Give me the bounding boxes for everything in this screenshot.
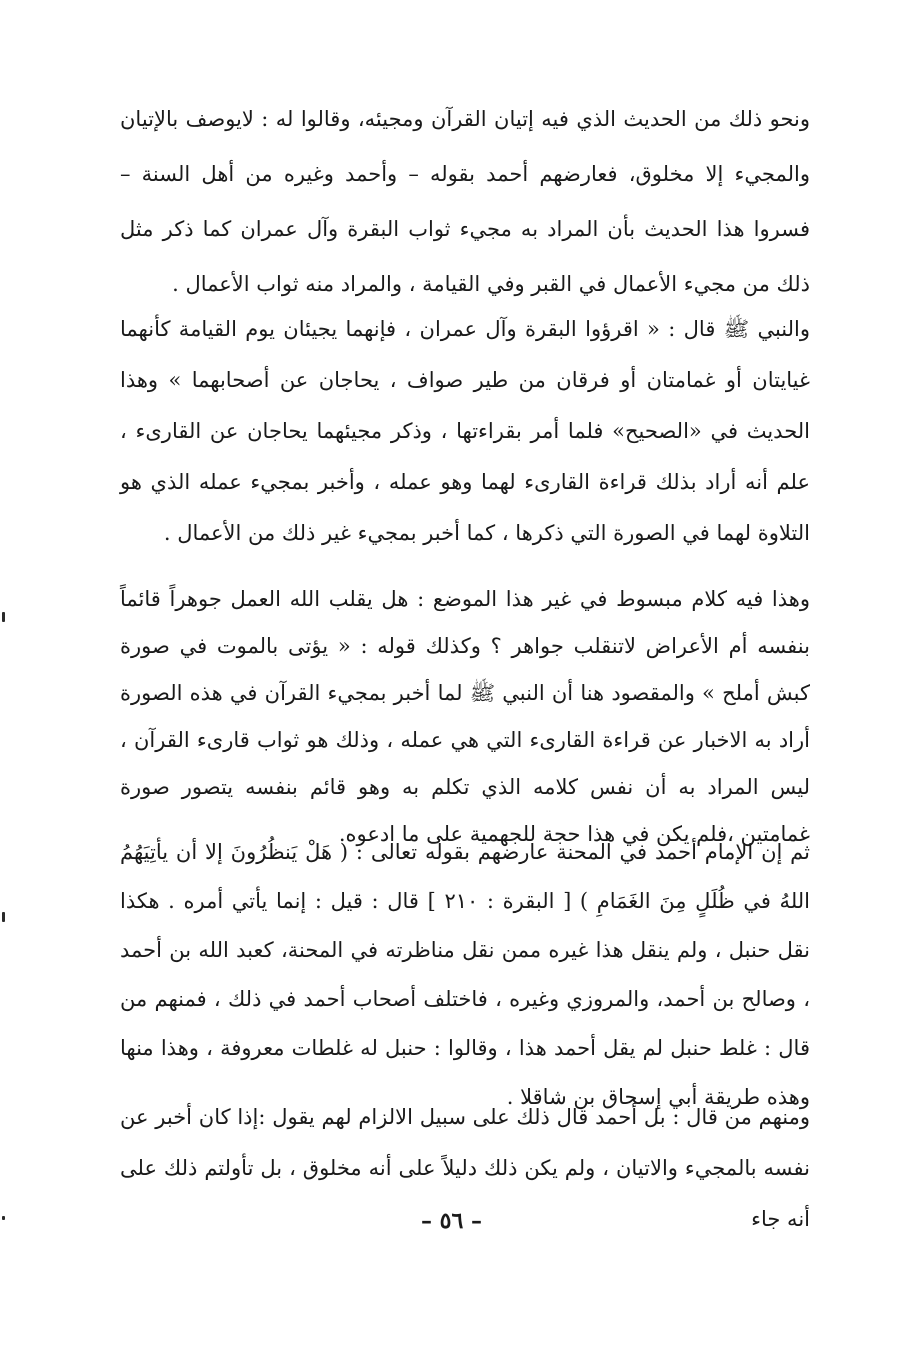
scan-speck [2, 912, 5, 922]
paragraph-3 [120, 576, 810, 858]
scan-speck [2, 1216, 5, 1220]
paragraph-2 [120, 304, 810, 559]
paragraph-4 [120, 828, 810, 1122]
paragraph-5-text: ومنهم من قال : بل أحمد قال ذلك على سبيل الالزام لهم يقول :إذا كان أخبر عن نفسه بالمجيء والاتيان ، ولم يكن ذلك دليلاً على أنه مخلوق ، بل تأولتم ذلك على أنه جاء [120, 1105, 810, 1231]
page-number: – ٥٦ – [421, 1208, 482, 1234]
paragraph-1-text: ونحو ذلك من الحديث الذي فيه إتيان القرآن ومجيئه، وقالوا له : لايوصف بالإتيان والمجيء إلا مخلوق، فعارضهم أحمد بقوله – وأحمد وغيره من أهل السنة – فسروا هذا الحديث بأن المراد به مجيء ثواب البقرة وآل عمران كما ذكر مثل ذلك من مجيء الأعمال في القبر وفي القيامة ، والمراد منه ثواب الأعمال . [120, 107, 810, 296]
scan-speck [2, 612, 5, 622]
paragraph-1 [120, 92, 810, 312]
paragraph-4-text: ثم إن الإمام أحمد في المحنة عارضهم بقوله تعالى : ( هَلْ يَنظُرُونَ إلا أن يأتِيَهُمُ اللهُ في ظُلَلٍ مِنَ الغَمَامِ ) [ البقرة : ٢١٠ ] قال : قيل : إنما يأتي أمره . هكذا نقل حنبل ، ولم ينقل هذا غيره ممن نقل مناظرته في المحنة، كعبد الله بن أحمد ، وصالح بن أحمد، والمروزي وغيره ، فاختلف أصحاب أحمد في ذلك ، فمنهم من قال : غلط حنبل لم يقل أحمد هذا ، وقالوا : حنبل له غلطات معروفة ، وهذا منها وهذه طريقة أبي إسحاق بن شاقلا . [120, 840, 811, 1109]
paragraph-2-text: والنبي ﷺ قال : « اقرؤوا البقرة وآل عمران ، فإنهما يجيئان يوم القيامة كأنهما غيايتان أو غمامتان أو فرقان من طير صواف ، يحاجان عن أصحابهما » وهذا الحديث في «الصحيح» فلما أمر بقراءتها ، وذكر مجيئهما يحاجان عن القارىء ، علم أنه أراد بذلك قراءة القارىء لهما وهو عمله ، وأخبر بمجيء عمله الذي هو التلاوة لهما في الصورة التي ذكرها ، كما أخبر بمجيء غير ذلك من الأعمال . [120, 317, 810, 545]
paragraph-3-text: وهذا فيه كلام مبسوط في غير هذا الموضع : هل يقلب الله العمل جوهراً قائماً بنفسه أم الأعراض لاتنقلب جواهر ؟ وكذلك قوله : « يؤتى بالموت في صورة كبش أملح » والمقصود هنا أن النبي ﷺ لما أخبر بمجيء القرآن في هذه الصورة أراد به الاخبار عن قراءة القارىء التي هي عمله ، وذلك هو ثواب قارىء القرآن ، ليس المراد به أن نفس كلامه الذي تكلم به وهو قائم بنفسه يتصور صورة غمامتين ،فلم يكن في هذا حجة للجهمية على ما ادعوه. [120, 587, 810, 846]
